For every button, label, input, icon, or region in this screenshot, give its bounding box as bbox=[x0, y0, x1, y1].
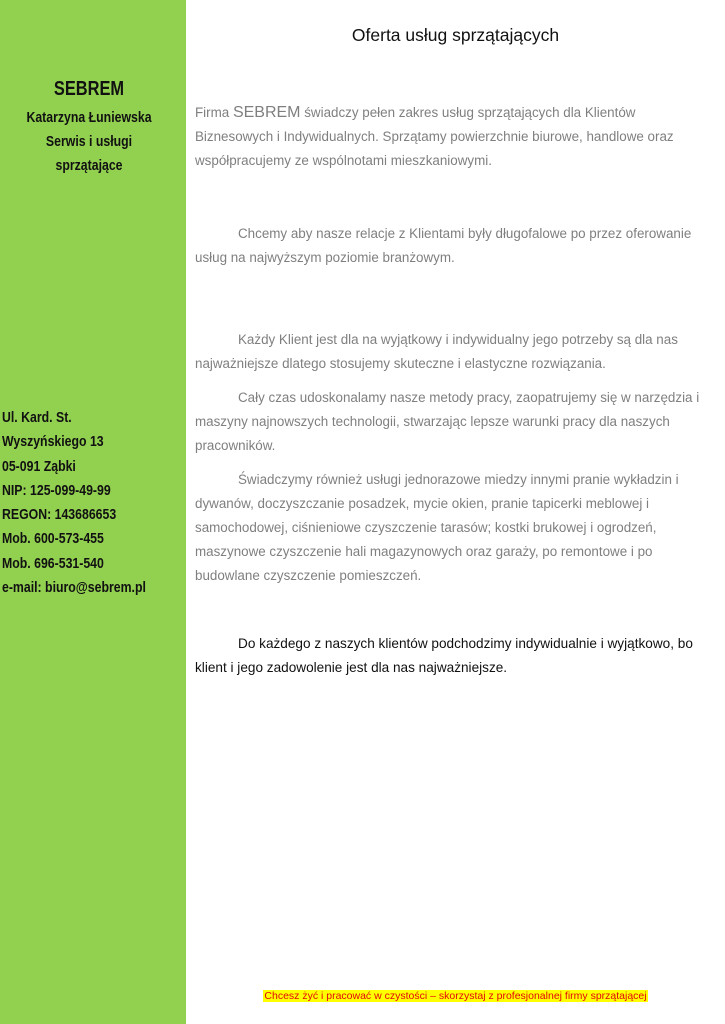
intro-text: świadczy pełen zakres usług sprzątających dla Klientów Biznesowych i Indywidualnych. Sprzątamy powierzchnie biurowe, handlowe oraz współpracujemy ze wspólnotami mieszkaniowymi. bbox=[195, 105, 674, 168]
relations-paragraph: Chcemy aby nasze relacje z Klientami były długofalowe po przez oferowanie usług na najwyższym poziomie branżowym. bbox=[195, 226, 692, 265]
page-title: Oferta usług sprzątających bbox=[351, 25, 560, 45]
service-line-1: Serwis i usługi bbox=[45, 133, 133, 150]
methods-paragraph: Cały czas udoskonalamy nasze metody pracy, zaopatrujemy się w narzędzia i maszyny najnowszych technologii, stwarzając lepsze warunki pracy dla naszych pracowników. bbox=[195, 390, 700, 453]
address-street-line-1: Ul. Kard. St. bbox=[2, 409, 72, 426]
sidebar bbox=[0, 0, 186, 1024]
intro-brand-name: SEBREM bbox=[232, 104, 301, 121]
services-paragraph: Świadczymy również usługi jednorazowe miedzy innymi pranie wykładzin i dywanów, doczyszczanie posadzek, mycie okien, pranie tapicerki meblowej i samochodowej, ciśnieniowe czyszczenie tarasów; kostki brukowej i ogrodzeń, maszynowe czyszczenie hali magazynowych oraz garaży, po remontowe i po budowlane czyszczenie pomieszczeń. bbox=[195, 472, 679, 583]
closing-paragraph: Do każdego z naszych klientów podchodzimy indywidualnie i wyjątkowo, bo klient i jego zadowolenie jest dla nas najważniejsze. bbox=[195, 636, 693, 675]
intro-paragraph bbox=[195, 101, 717, 173]
address-city: 05-091 Ząbki bbox=[2, 457, 76, 475]
footer-slogan-text: Chcesz żyć i pracować w czystości – skorzystaj z profesjonalnej firmy sprzątającej bbox=[264, 990, 647, 1002]
offer-content bbox=[195, 101, 717, 588]
contact-block bbox=[2, 406, 184, 600]
clients-paragraph: Każdy Klient jest dla na wyjątkowy i indywidualny jego potrzeby są dla nas najważniejsze dlatego stosujemy skuteczne i elastyczne rozwiązania. bbox=[195, 332, 678, 371]
regon-number: REGON: 143686653 bbox=[2, 506, 117, 524]
owner-name: Katarzyna Łuniewska bbox=[26, 109, 152, 126]
brand-name: SEBREM bbox=[53, 78, 125, 100]
intro-prefix: Firma bbox=[195, 105, 233, 120]
address-street-line-2: Wyszyńskiego 13 bbox=[2, 433, 104, 451]
service-line-2: sprzątające bbox=[55, 157, 123, 174]
mobile-phone-1: Mob. 600-573-455 bbox=[2, 530, 104, 548]
nip-number: NIP: 125-099-49-99 bbox=[2, 481, 111, 499]
footer-slogan bbox=[186, 990, 725, 1002]
email-address: e-mail: biuro@sebrem.pl bbox=[2, 579, 146, 597]
brand-block bbox=[0, 78, 178, 178]
mobile-phone-2: Mob. 696-531-540 bbox=[2, 554, 104, 572]
